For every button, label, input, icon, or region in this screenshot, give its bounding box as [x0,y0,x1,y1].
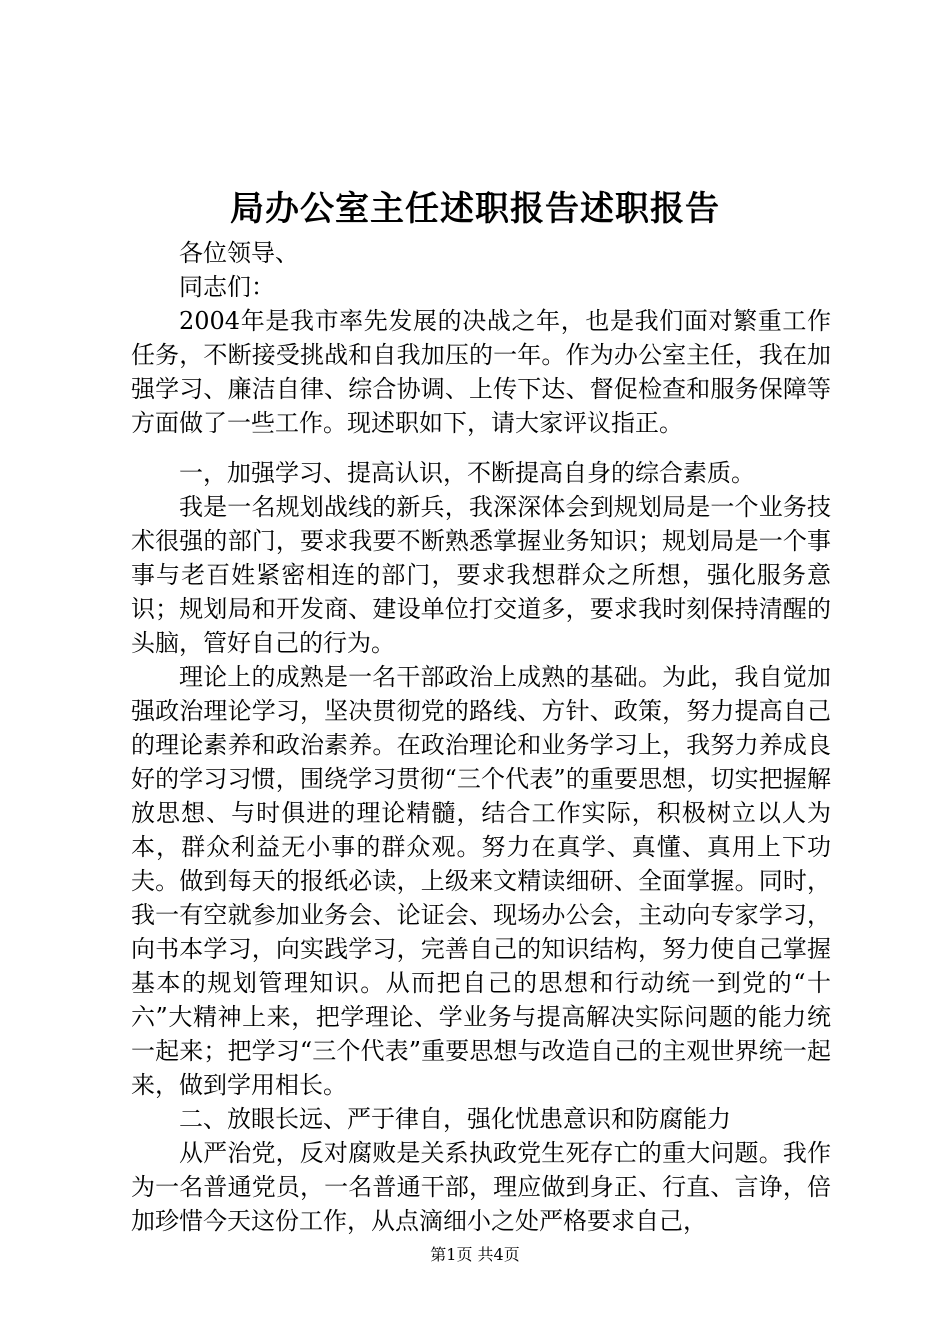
intro-paragraph: 2004年是我市率先发展的决战之年，也是我们面对繁重工作任务，不断接受挑战和自我加压的一年。作为办公室主任，我在加强学习、廉洁自律、综合协调、上传下达、督促检查和服务保障等方面做了一些工作。现述职如下，请大家评议指正。 [131,307,831,437]
body-paragraph-3: 从严治党，反对腐败是关系执政党生死存亡的重大问题。我作为一名普通党员，一名普通干部，理应做到身正、行直、言诤，倍加珍惜今天这份工作，从点滴细小之处严格要求自己， [131,1139,831,1235]
section-heading-1: 一，加强学习、提高认识，不断提高自身的综合素质。 [179,459,755,487]
document-body [131,236,831,1238]
body-paragraph-1: 我是一名规划战线的新兵，我深深体会到规划局是一个业务技术很强的部门，要求我要不断熟悉掌握业务知识；规划局是一个事事与老百姓紧密相连的部门，要求我想群众之所想，强化服务意识；规划局和开发商、建设单位打交道多，要求我时刻保持清醒的头脑，管好自己的行为。 [131,493,831,657]
document-title: 局办公室主任述职报告述职报告 [230,189,720,229]
salutation-line-1: 各位领导、 [179,239,299,267]
page-footer: 第1页 共4页 [430,1245,520,1264]
section-heading-2: 二、放眼长远、严于律自，强化忧患意识和防腐能力 [179,1105,731,1133]
salutation-line-2: 同志们： [179,273,275,301]
body-paragraph-2: 理论上的成熟是一名干部政治上成熟的基础。为此，我自觉加强政治理论学习，坚决贯彻党的路线、方针、政策，努力提高自己的理论素养和政治素养。在政治理论和业务学习上，我努力养成良好的学习习惯，围绕学习贯彻“三个代表”的重要思想，切实把握解放思想、与时俱进的理论精髓，结合工作实际，积极树立以人为本，群众利益无小事的群众观。努力在真学、真懂、真用上下功夫。做到每天的报纸必读，上级来文精读细研、全面掌握。同时，我一有空就参加业务会、论证会、现场办公会，主动向专家学习，向书本学习，向实践学习，完善自己的知识结构，努力使自己掌握基本的规划管理知识。从而把自己的思想和行动统一到党的“十六”大精神上来，把学理论、学业务与提高解决实际问题的能力统一起来；把学习“三个代表”重要思想与改造自己的主观世界统一起来，做到学用相长。 [131,663,831,1099]
